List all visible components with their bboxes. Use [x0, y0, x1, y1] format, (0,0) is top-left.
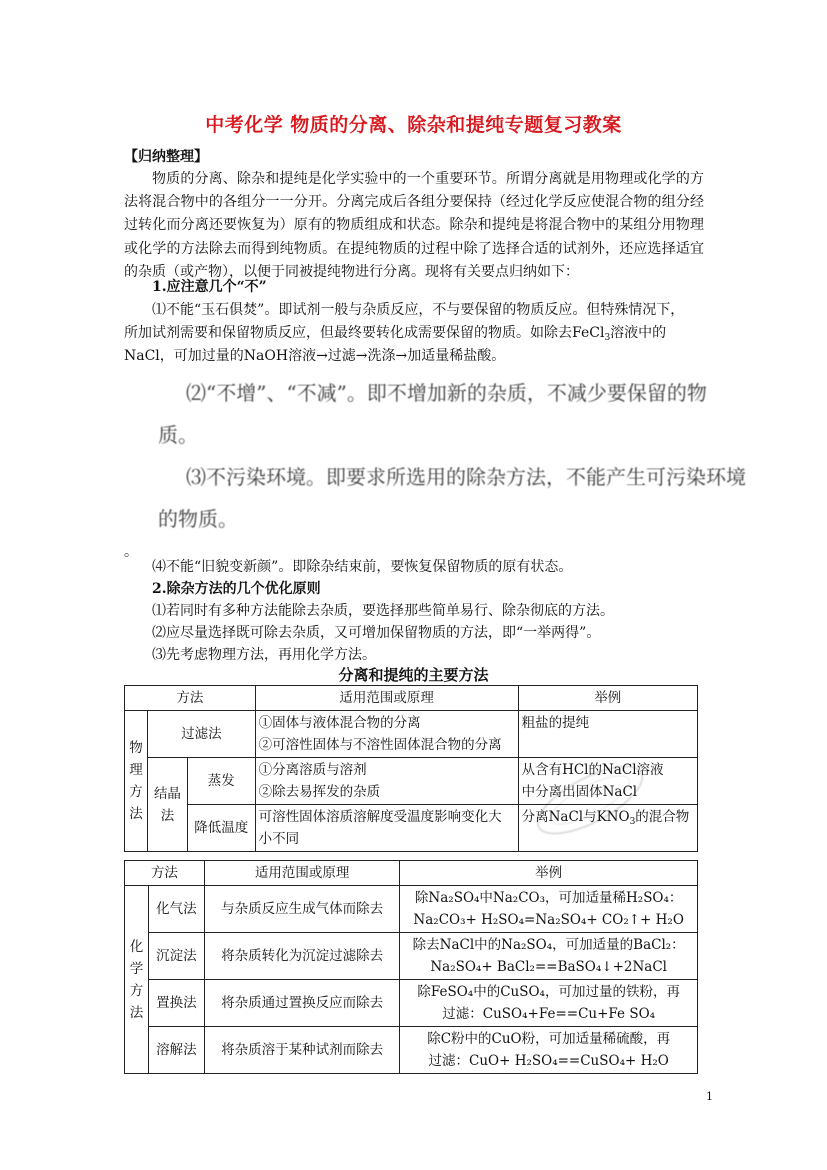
section-tag: 【归纳整理】 [124, 149, 208, 165]
scanned-text-image [130, 367, 746, 537]
table-row [125, 805, 698, 852]
diss-scope: 将杂质溶于某种试剂而除去 [204, 1027, 399, 1074]
method-dissolution: 溶解法 [148, 1027, 204, 1074]
evap-scope: ①分离溶质与溶剂 ②除去易挥发的杂质 [255, 758, 518, 805]
table-row [125, 686, 698, 711]
rule-3: ⑶先考虑物理方法，再用化学方法。 [152, 647, 376, 663]
category-physical: 物理方法 [125, 711, 148, 852]
scanned-line-1: ⑵“不增”、“不减”。即不增加新的杂质，不减少要保留的物 [186, 381, 707, 405]
page-number: 1 [706, 1090, 713, 1103]
table-row [125, 758, 698, 805]
header-example: 举例 [518, 686, 697, 711]
method-crystallization: 结晶法 [147, 758, 187, 852]
filter-example: 粗盐的提纯 [518, 711, 697, 758]
gas-scope: 与杂质反应生成气体而除去 [204, 886, 399, 933]
disp-scope: 将杂质通过置换反应而除去 [204, 980, 399, 1027]
header-method: 方法 [125, 686, 256, 711]
chemical-methods-table [124, 860, 698, 1074]
table-title: 分离和提纯的主要方法 [338, 666, 489, 684]
table-row [125, 1027, 698, 1074]
table-row [125, 861, 698, 886]
disp-example: 除FeSO₄中的CuSO₄，可加过量的铁粉，再 过滤：CuSO₄+Fe==Cu+Fe SO₄ [400, 980, 698, 1027]
diss-example: 除C粉中的CuO粉，可加适量稀硫酸，再 过滤：CuO+ H₂SO₄==CuSO₄+ H₂O [400, 1027, 698, 1074]
table-row [125, 886, 698, 933]
header-example: 举例 [400, 861, 698, 886]
method-gas: 化气法 [148, 886, 204, 933]
point-1-line-c: NaCl，可加过量的NaOH溶液→过滤→洗涤→加适量稀盐酸。 [124, 348, 506, 364]
cool-scope: 可溶性固体溶质溶解度受温度影响变化大小不同 [255, 805, 518, 852]
stray-dot: 。 [124, 544, 138, 560]
scanned-line-4: 的物质。 [158, 507, 238, 531]
heading-1: 1.应注意几个“不” [152, 279, 267, 295]
method-precipitation: 沉淀法 [148, 933, 204, 980]
point-1-line-a: ⑴不能“玉石俱焚”。即试剂一般与杂质反应，不与要保留的物质反应。但特殊情况下， [152, 302, 685, 318]
ppt-scope: 将杂质转化为沉淀过滤除去 [204, 933, 399, 980]
table-row [125, 933, 698, 980]
method-filter: 过滤法 [147, 711, 255, 758]
method-evaporation: 蒸发 [187, 758, 255, 805]
physical-methods-table [124, 685, 698, 852]
rule-1: ⑴若同时有多种方法能除去杂质，要选择那些简单易行、除杂彻底的方法。 [152, 603, 614, 619]
heading-2: 2.除杂方法的几个优化原则 [152, 581, 321, 597]
header-method: 方法 [125, 861, 205, 886]
gas-example: 除Na₂SO₄中Na₂CO₃，可加适量稀H₂SO₄： Na₂CO₃+ H₂SO₄=Na₂SO₄+ CO₂↑+ H₂O [400, 886, 698, 933]
scanned-line-2: 质。 [158, 423, 198, 447]
method-displacement: 置换法 [148, 980, 204, 1027]
document-title: 中考化学 物质的分离、除杂和提纯专题复习教案 [205, 114, 622, 136]
header-scope: 适用范围或原理 [255, 686, 518, 711]
point-1-line-b: 所加试剂需要和保留物质反应，但最终要转化成需要保留的物质。如除去FeCl$_3$溶液中的 [124, 325, 667, 343]
intro-paragraph: 物质的分离、除杂和提纯是化学实验中的一个重要环节。所谓分离就是用物理或化学的方法将混合物中的各组分一一分开。分离完成后各组分要保持（经过化学反应使混合物的组分经过转化而分离还要恢复为）原有的物质组成和状态。除杂和提纯是将混合物中的某组分用物理或化学的方法除去而得到纯物质。在提纯物质的过程中除了选择合适的试剂外，还应选择适宜的杂质（或产物），以便于同被提纯物进行分离。现将有关要点归纳如下： [124, 171, 704, 280]
evap-example: 从含有HCl的NaCl溶液 中分离出固体NaCl [518, 758, 697, 805]
table-row [125, 980, 698, 1027]
scanned-line-3: ⑶不污染环境。即要求所选用的除杂方法，不能产生可污染环境 [186, 465, 746, 489]
header-scope: 适用范围或原理 [204, 861, 399, 886]
rule-2: ⑵应尽量选择既可除去杂质，又可增加保留物质的方法，即“一举两得”。 [152, 625, 601, 641]
ppt-example: 除去NaCl中的Na₂SO₄，可加适量的BaCl₂： Na₂SO₄+ BaCl₂==BaSO₄↓+2NaCl [400, 933, 698, 980]
table-row [125, 711, 698, 758]
category-chemical: 化学方法 [125, 886, 149, 1074]
filter-scope: ①固体与液体混合物的分离 ②可溶性固体与不溶性固体混合物的分离 [255, 711, 518, 758]
cool-example: 分离NaCl与$KNO_3$的混合物 [518, 805, 697, 852]
point-4: ⑷不能“旧貌变新颜”。即除杂结束前，要恢复保留物质的原有状态。 [152, 559, 573, 575]
method-cooling: 降低温度 [187, 805, 255, 852]
